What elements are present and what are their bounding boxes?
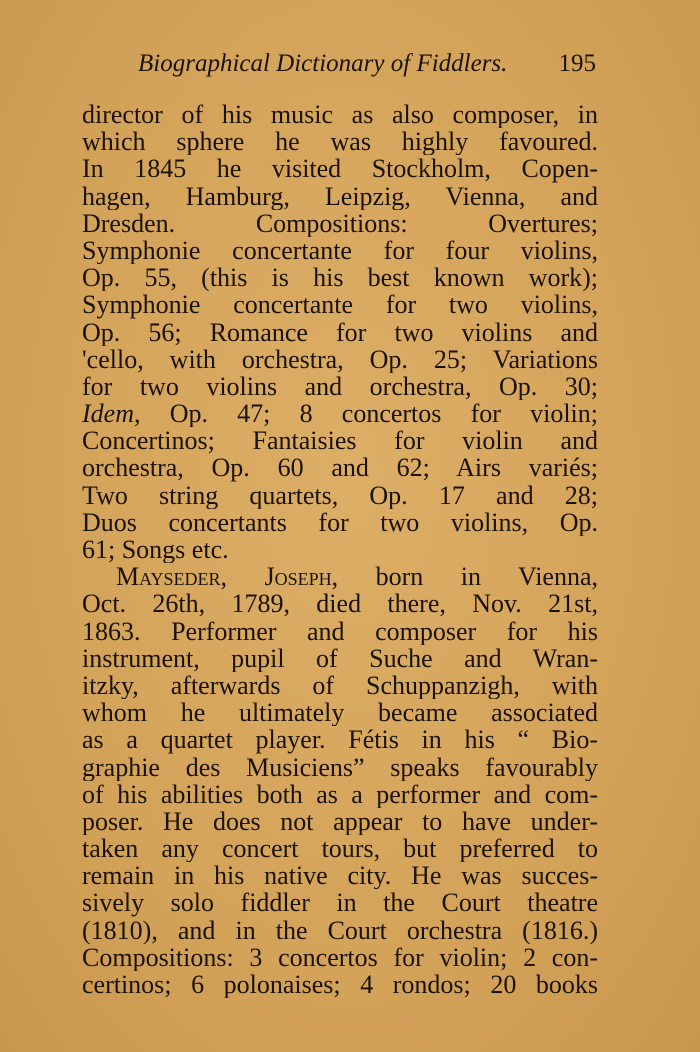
- text-line: Two string quartets, Op. 17 and 28;: [82, 481, 598, 509]
- text-line: remain in his native city. He was succes-: [82, 862, 598, 890]
- page-number: 195: [558, 50, 596, 77]
- text-line: for two violins and orchestra, Op. 30;: [82, 372, 598, 401]
- text-line: director of his music as also composer, in: [82, 101, 598, 129]
- running-head: [138, 46, 598, 82]
- text-line: graphie des Musiciens” speaks favourably: [82, 753, 598, 781]
- idem-italic: Idem,: [82, 400, 141, 428]
- text-line: Concertinos; Fantaisies for violin and: [82, 427, 598, 455]
- text-line: taken any concert tours, but preferred to: [82, 835, 598, 863]
- text-line: which sphere he was highly favoured.: [82, 128, 598, 156]
- paragraph-1: [82, 101, 598, 563]
- text-line: Compositions: 3 concertos for violin; 2 con-: [82, 943, 598, 971]
- text-line: poser. He does not appear to have under-: [82, 807, 598, 836]
- running-title: Biographical Dictionary of Fiddlers.: [138, 50, 508, 77]
- text-line: Duos concertants for two violins, Op.: [82, 508, 598, 536]
- text-line: sively solo fiddler in the Court theatre: [82, 889, 598, 917]
- text-line-idem: [82, 400, 598, 427]
- text-line: certinos; 6 polonaises; 4 rondos; 20 books: [82, 971, 598, 999]
- text-line: Dresden. Compositions: Overtures;: [82, 209, 598, 237]
- text-line: In 1845 he visited Stockholm, Copen-: [82, 155, 598, 183]
- text-line: 61; Songs etc.: [82, 536, 229, 564]
- text-line: (1810), and in the Court orchestra (1816.): [82, 916, 598, 944]
- text-line: whom he ultimately became associated: [82, 699, 598, 727]
- entry-first-line-rest: born in Vienna,: [375, 563, 598, 591]
- text-line: Oct. 26th, 1789, died there, Nov. 21st,: [82, 590, 598, 618]
- text-line: of his abilities both as a performer and com-: [82, 780, 598, 808]
- paragraph-2: [82, 563, 598, 998]
- text-line: as a quartet player. Fétis in his “ Bio-: [82, 726, 598, 754]
- text-line: Symphonie concertante for two violins,: [82, 291, 598, 319]
- text-line: orchestra, Op. 60 and 62; Airs variés;: [82, 454, 598, 482]
- body-text: [82, 101, 598, 998]
- text-line: 1863. Performer and composer for his: [82, 617, 598, 645]
- text-line: instrument, pupil of Suche and Wran-: [82, 644, 598, 672]
- text-line-rest: Op. 47; 8 concertos for violin;: [169, 400, 598, 428]
- text-line: Op. 55, (this is his best known work);: [82, 264, 598, 292]
- text-line: hagen, Hamburg, Leipzig, Vienna, and: [82, 182, 598, 210]
- text-line: itzky, afterwards of Schuppanzigh, with: [82, 671, 598, 700]
- text-line: 'cello, with orchestra, Op. 25; Variations: [82, 345, 598, 373]
- entry-headword: Mayseder, Joseph,: [116, 563, 339, 591]
- entry-first-line: [82, 563, 598, 590]
- text-line: Symphonie concertante for four violins,: [82, 236, 598, 265]
- text-line: Op. 56; Romance for two violins and: [82, 318, 598, 346]
